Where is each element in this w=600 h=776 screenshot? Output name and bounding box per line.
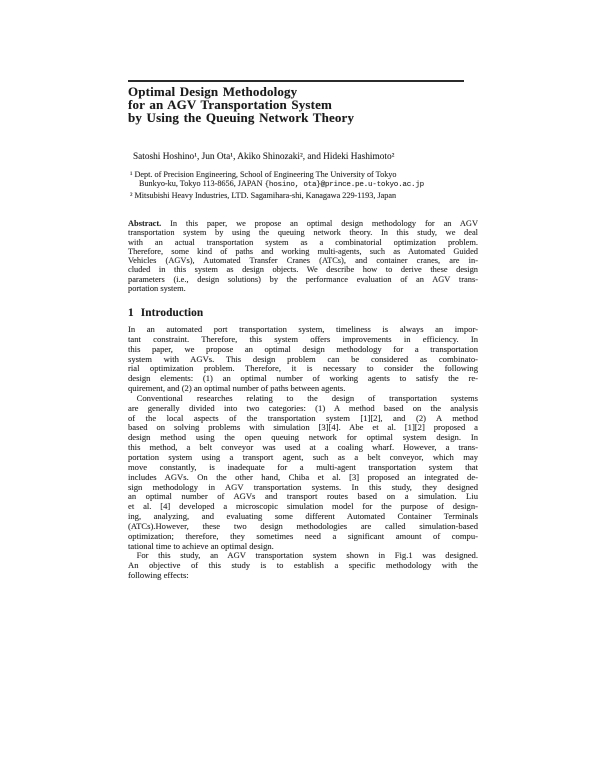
abstract-lines xyxy=(128,228,478,293)
text-line: following effects: xyxy=(128,570,189,581)
text-line: for an AGV Transportation System xyxy=(128,96,332,112)
abstract-first-line-text: In this paper, we propose an optimal design methodology for an AGV xyxy=(170,219,478,228)
text-line: cluded in this system as design objects. We describe how to derive these design xyxy=(128,265,478,275)
text-line: Optimal Design Methodology xyxy=(128,84,298,99)
text-line: optimization; therefore, they sometimes need a significant amount of compu- xyxy=(128,530,478,541)
paper-title xyxy=(128,86,475,125)
text-line: et al. [4] developed a microscopic simulation model for the purpose of design- xyxy=(128,501,478,512)
text-line: An objective of this study is to establish a specific methodology with the xyxy=(128,560,478,571)
authors-line: Satoshi Hoshino¹, Jun Ota¹, Akiko Shinozaki², and Hideki Hashimoto² xyxy=(133,152,395,162)
abstract-first-line xyxy=(128,219,478,228)
text-line: In an automated port transportation system, timeliness is always an impor- xyxy=(128,324,478,334)
text-line: an optimal number of AGVs and transport routes based on a simulation. Liu xyxy=(128,491,478,502)
affiliation-1: ¹ Dept. of Precision Engineering, School of Engineering The University of Tokyo xyxy=(130,170,397,179)
section-title: Introduction xyxy=(140,307,204,319)
text-line: of the local aspects of the transportation system [1][2], and (2) A method xyxy=(128,412,478,423)
text-line: For this study, an AGV transportation system shown in Fig.1 was designed. xyxy=(128,550,478,561)
section-heading xyxy=(128,307,203,319)
text-line: this paper, we propose an optimal design methodology for a transportation xyxy=(128,343,478,354)
text-line: (ATCs).However, these two design methodologies are called simulation-based xyxy=(128,520,478,531)
text-line: portation system using a transport agent, such as a belt conveyor, which may xyxy=(128,451,478,462)
text-line: tant constraint. Therefore, this system offers improvements in efficiency. In xyxy=(128,333,478,344)
title-rule xyxy=(128,80,464,82)
text-line: Therefore, some kind of paths and working multi-agents, such as Automated Guided xyxy=(128,246,478,256)
text-line: move constantly, is inadequate for a multi-agent transportation system that xyxy=(128,461,478,472)
text-line: Conventional researches relating to the design of transportation systems xyxy=(128,392,478,403)
text-line: with an actual transportation system as a combinatorial optimization problem. xyxy=(128,237,478,247)
affiliation-1-continued xyxy=(130,179,479,190)
text-line: transportation system by using the queuing network theory. In this study, we deal xyxy=(128,228,478,238)
text-line: Vehicles (AGVs), Automated Transfer Cranes (ATCs), and container cranes, are in- xyxy=(128,256,478,265)
text-line: design method using the open queuing network for optimal system design. In xyxy=(128,432,478,443)
intro-paragraph-3 xyxy=(128,551,478,581)
text-line: system with AGVs. This design problem can be considered as combinato- xyxy=(128,353,478,364)
affiliations xyxy=(130,170,479,200)
text-line: based on solving problems with simulation [3][4]. Abe et al. [1][2] proposed a xyxy=(128,422,478,433)
section-number: 1 xyxy=(128,307,134,319)
affiliation-2: ² Mitsubishi Heavy Industries, LTD. Sagamihara-shi, Kanagawa 229-1193, Japan xyxy=(130,190,397,200)
text-line: quirement, and (2) an optimal number of paths between agents. xyxy=(128,383,346,394)
text-line: includes AGVs. On the other hand, Chiba et al. [3] proposed an integrated de- xyxy=(128,471,478,482)
introduction-text xyxy=(128,325,478,581)
intro-paragraph-2 xyxy=(128,394,478,552)
text-line: design elements: (1) an optimal number of working agents to satisfy the re- xyxy=(128,373,478,384)
text-line: sign methodology in AGV transportation systems. In this study, they designed xyxy=(128,481,478,492)
text-line: portation system. xyxy=(128,283,186,293)
text-line: parameters (i.e., design solutions) by the performance evaluation of an AGV trans- xyxy=(128,274,478,284)
text-line: by Using the Queuing Network Theory xyxy=(128,109,355,125)
abstract-label: Abstract. xyxy=(128,219,162,228)
text-line: ing, analyzing, and evaluating some different Automated Container Terminals xyxy=(128,511,478,522)
intro-paragraph-1 xyxy=(128,325,478,394)
text-line: this method, a belt conveyor was used at a coaling wharf. However, a trans- xyxy=(128,442,478,453)
text-line: are generally divided into two categories: (1) A method based on the analysis xyxy=(128,402,478,413)
abstract xyxy=(128,219,478,293)
text-line: tational time to achieve an optimal design. xyxy=(128,540,274,551)
text-line: rial optimization problem. Therefore, it is necessary to consider the following xyxy=(128,363,478,374)
affiliation-email: {hosino, ota}@prince.pe.u-tokyo.ac.jp xyxy=(264,181,424,190)
affiliation-1-address: Bunkyo-ku, Tokyo 113-8656, JAPAN xyxy=(139,179,265,189)
